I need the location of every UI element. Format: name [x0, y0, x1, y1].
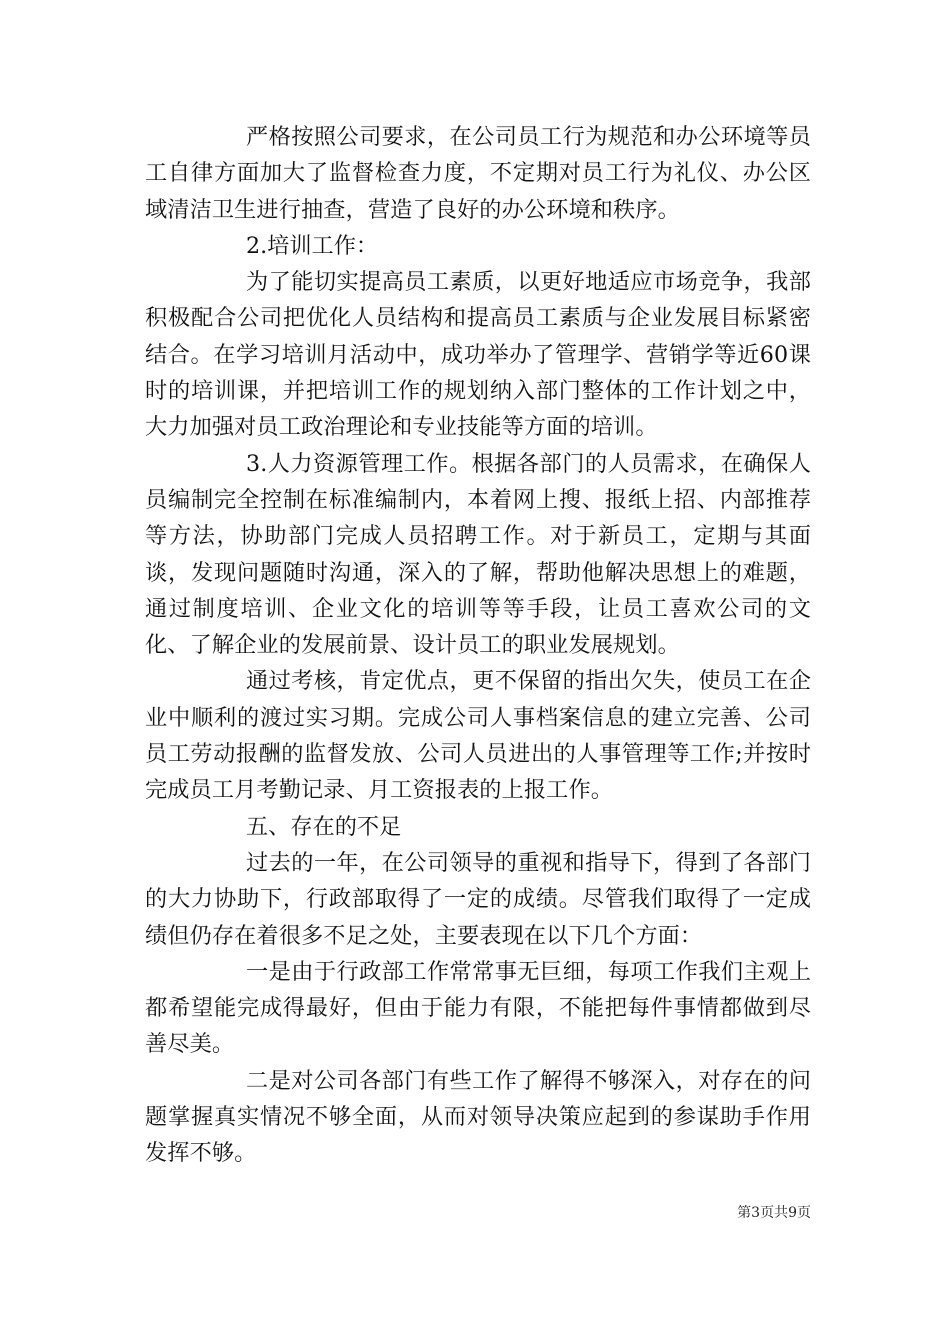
- heading-training-work: 2.培训工作：: [246, 232, 379, 259]
- paragraph-past-year: 过去的一年，在公司领导的重视和指导下，得到了各部门的大力协助下，行政部取得了一定的成绩。尽管我们取得了一定成绩但仍存在着很多不足之处，主要表现在以下几个方面：: [145, 849, 811, 949]
- paragraph-shortcoming-two: 二是对公司各部门有些工作了解得不够深入，对存在的问题掌握真实情况不够全面，从而对领导决策应起到的参谋助手作用发挥不够。: [145, 1067, 811, 1167]
- paragraph-conduct-supervision: 严格按照公司要求，在公司员工行为规范和办公环境等员工自律方面加大了监督检查力度，不定期对员工行为礼仪、办公区域清洁卫生进行抽查，营造了良好的办公环境和秩序。: [145, 124, 811, 223]
- document-body: [145, 119, 811, 1172]
- paragraph-assessment: 通过考核，肯定优点，更不保留的指出欠失，使员工在企业中顺利的渡过实习期。完成公司人事档案信息的建立完善、公司员工劳动报酬的监督发放、公司人员进出的人事管理等工作;并按时完成员工月考勤记录、月工资报表的上报工作。: [145, 668, 811, 804]
- paragraph-training: 为了能切实提高员工素质，以更好地适应市场竞争，我部积极配合公司把优化人员结构和提高员工素质与企业发展目标紧密结合。在学习培训月活动中，成功举办了管理学、营销学等近60课时的培训课，并把培训工作的规划纳入部门整体的工作计划之中，大力加强对员工政治理论和专业技能等方面的培训。: [145, 269, 811, 441]
- paragraph-hr-management: 3.人力资源管理工作。根据各部门的人员需求，在确保人员编制完全控制在标准编制内，本着网上搜、报纸上招、内部推荐等方法，协助部门完成人员招聘工作。对于新员工，定期与其面谈，发现问题随时沟通，深入的了解，帮助他解决思想上的难题，通过制度培训、企业文化的培训等等手段，让员工喜欢公司的文化、了解企业的发展前景、设计员工的职业发展规划。: [145, 450, 811, 659]
- heading-shortcomings: 五、存在的不足: [246, 813, 402, 840]
- page-number-footer: 第3页共9页: [737, 1205, 811, 1221]
- paragraph-shortcoming-one: 一是由于行政部工作常常事无巨细，每项工作我们主观上都希望能完成得最好，但由于能力有限，不能把每件事情都做到尽善尽美。: [145, 958, 811, 1058]
